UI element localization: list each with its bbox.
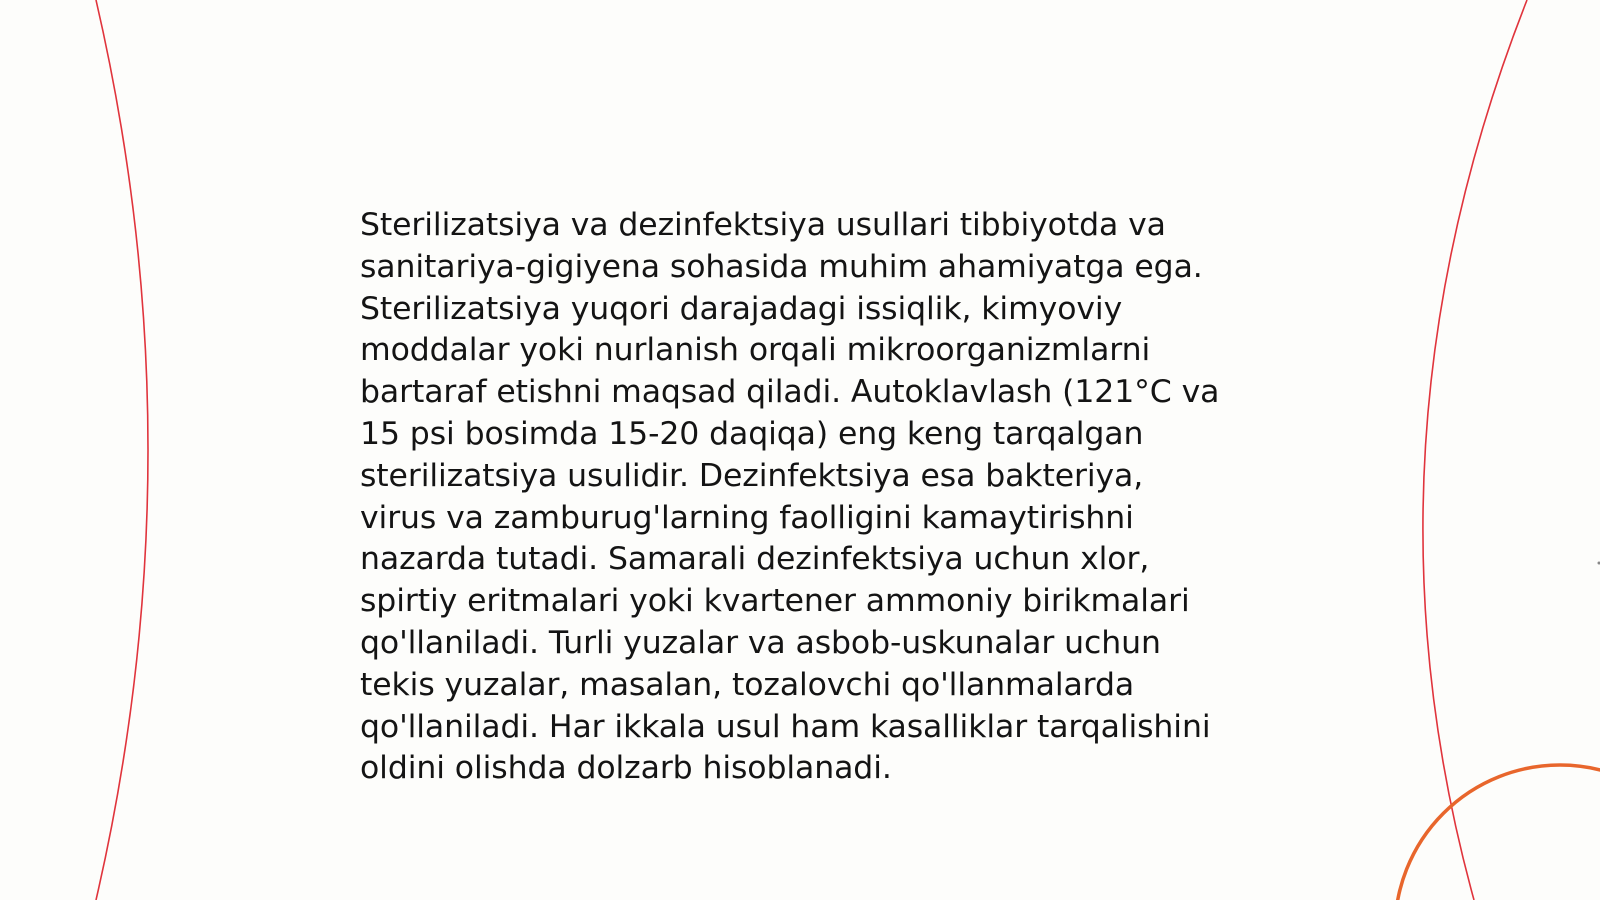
text-line: Sterilizatsiya va dezinfektsiya usullari tibbiyotda va (360, 207, 1166, 243)
text-line: nazarda tutadi. Samarali dezinfektsiya uchun xlor, (360, 541, 1150, 578)
text-line: qo'llaniladi. Turli yuzalar va asbob-uskunalar uchun (360, 624, 1161, 661)
text-line: 15 psi bosimda 15-20 daqiqa) eng keng tarqalgan (360, 415, 1144, 452)
text-line: moddalar yoki nurlanish orqali mikroorganizmlarni (360, 332, 1151, 369)
text-line: sterilizatsiya usulidir. Dezinfektsiya esa bakteriya, (360, 457, 1144, 494)
text-line: tekis yuzalar, masalan, tozalovchi qo'llanmalarda (360, 666, 1135, 703)
body-paragraph (360, 205, 1260, 790)
text-line: virus va zamburug'larning faolligini kamaytirishni (360, 499, 1134, 536)
text-line: qo'llaniladi. Har ikkala usul ham kasalliklar tarqalishini (360, 708, 1211, 745)
text-line: oldini olishda dolzarb hisoblanadi. (360, 750, 892, 787)
text-line: sanitariya-gigiyena sohasida muhim ahamiyatga ega. (360, 248, 1203, 285)
orange-circle-arc (1395, 765, 1600, 900)
text-line: Sterilizatsiya yuqori darajadagi issiqlik, kimyoviy (360, 290, 1123, 327)
text-line: spirtiy eritmalari yoki kvartener ammoniy birikmalari (360, 583, 1190, 620)
right-red-arc (1423, 0, 1527, 900)
left-red-arc (96, 0, 148, 900)
text-line: bartaraf etishni maqsad qiladi. Autoklavlash (121°C va (360, 374, 1220, 411)
